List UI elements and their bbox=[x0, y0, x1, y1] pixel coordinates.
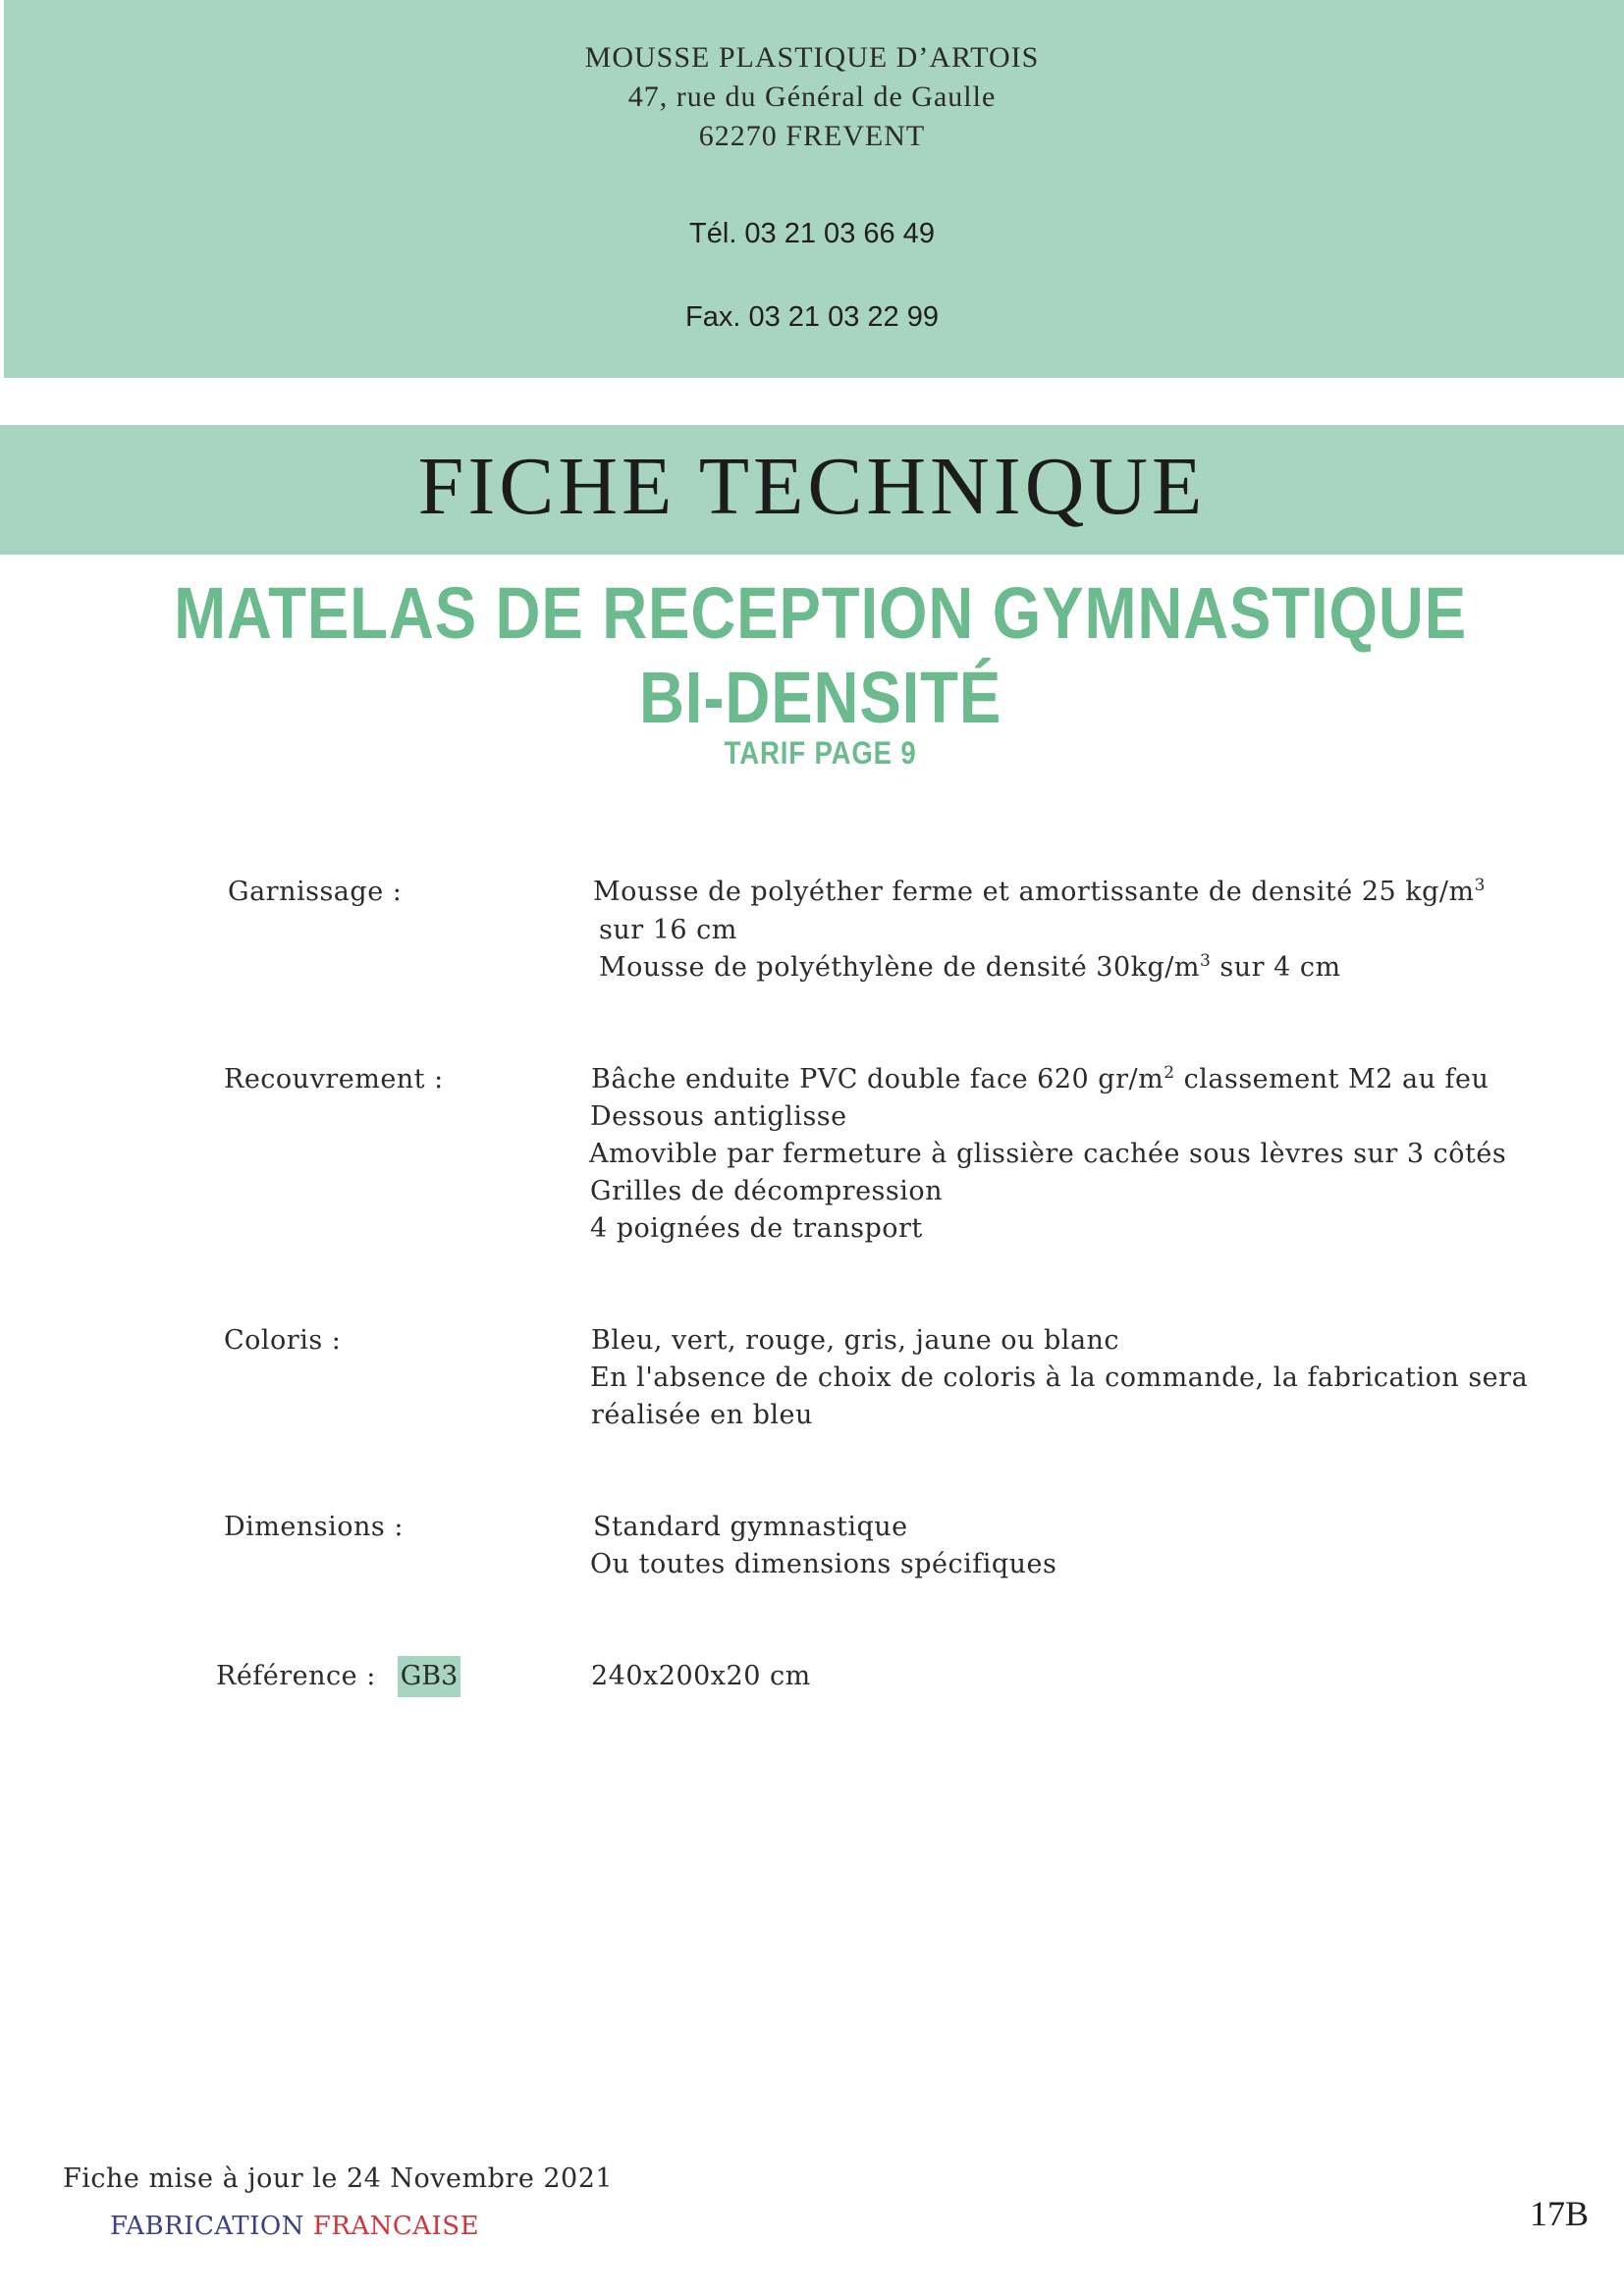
dimensions-line1: Standard gymnastique bbox=[593, 1512, 908, 1542]
fabrication-francaise bbox=[110, 2212, 479, 2241]
company-city: 62270 FREVENT bbox=[698, 120, 926, 152]
reference-size: 240x200x20 cm bbox=[591, 1661, 811, 1691]
reference-code: GB3 bbox=[398, 1656, 460, 1697]
document-title: FICHE TECHNIQUE bbox=[417, 441, 1207, 532]
product-title-line1: MATELAS DE RECEPTION GYMNASTIQUE bbox=[174, 572, 1468, 654]
garnissage-label: Garnissage : bbox=[228, 877, 403, 907]
company-street: 47, rue du Général de Gaulle bbox=[627, 80, 997, 113]
recouvrement-line2: Dessous antiglisse bbox=[590, 1101, 847, 1132]
coloris-line3: réalisée en bleu bbox=[591, 1400, 813, 1430]
company-fax: Fax. 03 21 03 22 99 bbox=[685, 301, 939, 333]
recouvrement-label: Recouvrement : bbox=[224, 1064, 444, 1095]
francaise-word: FRANCAISE bbox=[312, 2212, 480, 2241]
update-date: Fiche mise à jour le 24 Novembre 2021 bbox=[63, 2163, 614, 2194]
dimensions-line2: Ou toutes dimensions spécifiques bbox=[590, 1549, 1057, 1579]
garnissage-line2: sur 16 cm bbox=[599, 915, 737, 945]
recouvrement-line5: 4 poignées de transport bbox=[590, 1213, 923, 1244]
recouvrement-line4: Grilles de décompression bbox=[590, 1176, 944, 1206]
page-number: 17B bbox=[1530, 2194, 1590, 2233]
coloris-label: Coloris : bbox=[224, 1325, 342, 1356]
coloris-line1: Bleu, vert, rouge, gris, jaune ou blanc bbox=[591, 1325, 1120, 1356]
reference-label: Référence : bbox=[216, 1661, 376, 1691]
garnissage-line1: Mousse de polyéther ferme et amortissante de densité 25 $kg/m^3$ bbox=[593, 876, 1486, 907]
dimensions-label: Dimensions : bbox=[224, 1512, 404, 1542]
company-phone: Tél. 03 21 03 66 49 bbox=[689, 218, 935, 249]
garnissage-line3: Mousse de polyéthylène de densité $30kg/m^3$ sur 4 cm bbox=[599, 951, 1341, 983]
recouvrement-line3: Amovible par fermeture à glissière cachée sous lèvres sur 3 côtés bbox=[589, 1139, 1507, 1169]
coloris-line2: En l'absence de choix de coloris à la commande, la fabrication sera bbox=[590, 1362, 1529, 1393]
recouvrement-line1: Bâche enduite PVC double face 620 $gr/m^2$ classement M2 au feu bbox=[591, 1063, 1489, 1095]
fabrication-word: FABRICATION bbox=[110, 2212, 304, 2241]
company-name: MOUSSE PLASTIQUE D’ARTOIS bbox=[584, 41, 1040, 74]
product-title-line2: BI-DENSITÉ bbox=[638, 657, 1002, 738]
tarif-reference: TARIF PAGE 9 bbox=[724, 735, 917, 771]
